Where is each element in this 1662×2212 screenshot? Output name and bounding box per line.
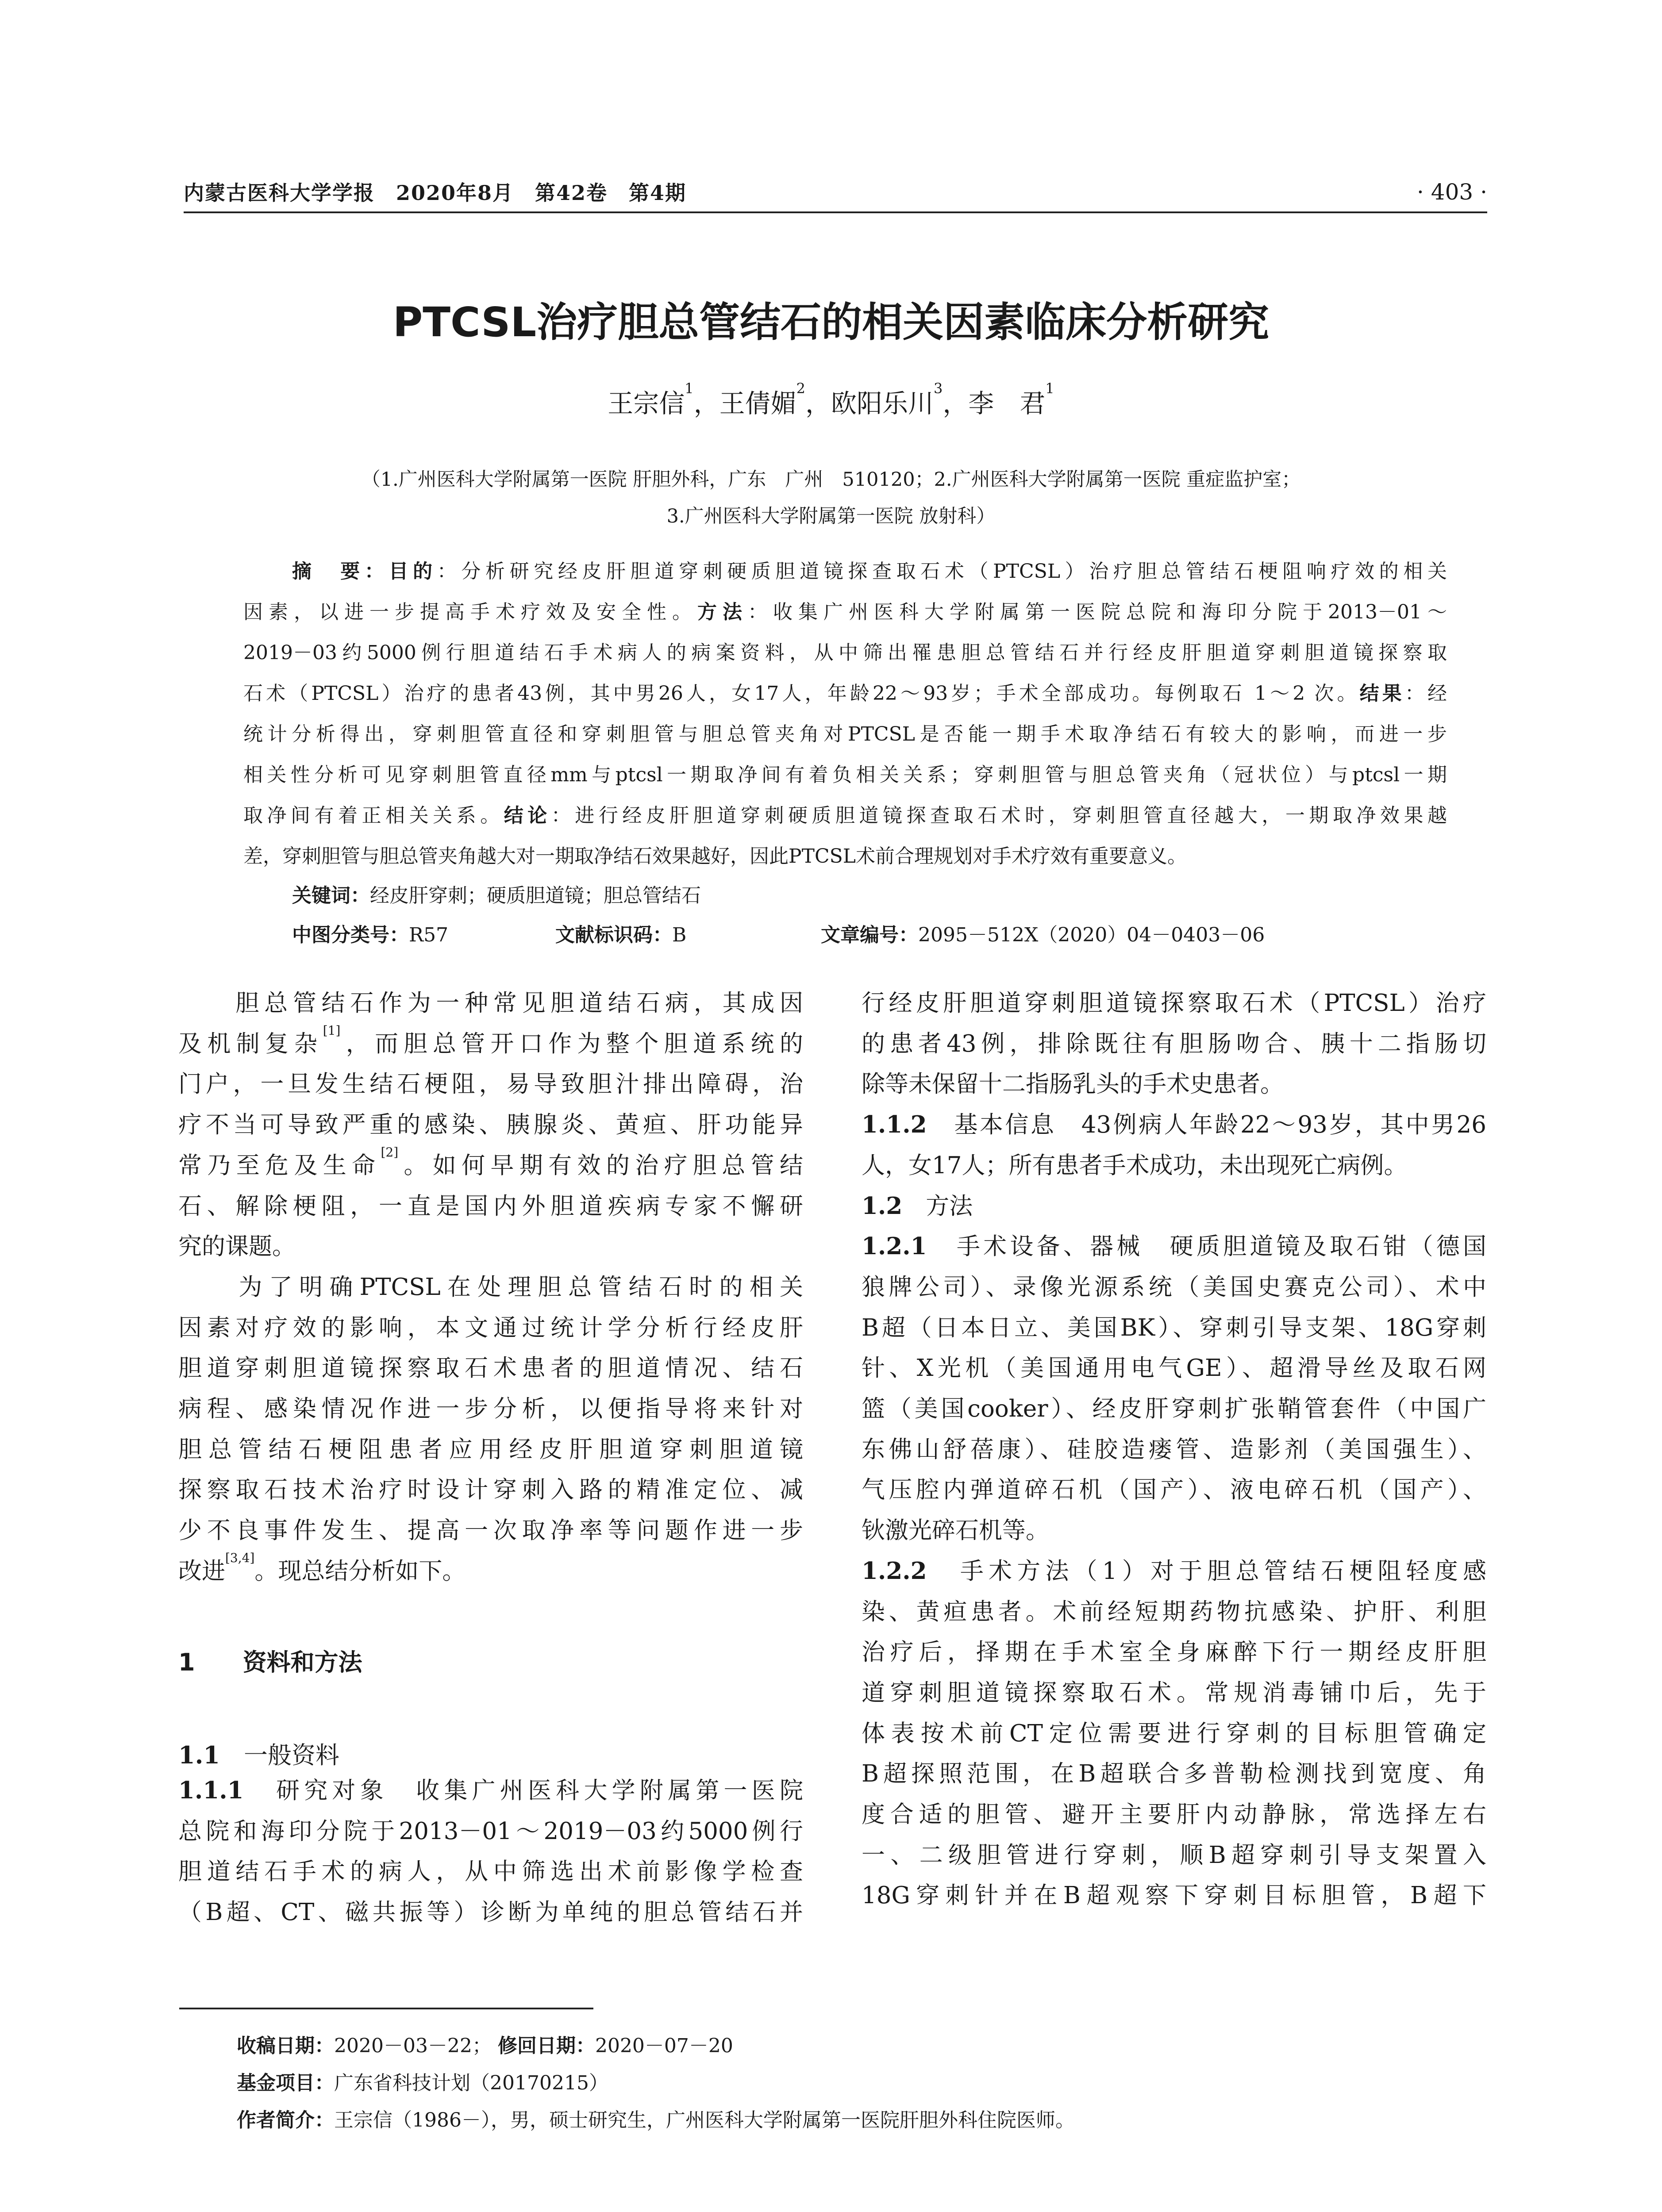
text-line: 一、二级胆管进行穿刺，顺B超穿刺引导支架置入 — [862, 1841, 1486, 1869]
header-rule — [184, 211, 1487, 213]
text-line: 改进[3,4]。现总结分析如下。 — [178, 1550, 466, 1585]
author-name: 欧阳乐川 — [831, 388, 934, 419]
text-line: 少不良事件发生、提高一次取净率等问题作进一步 — [178, 1517, 803, 1544]
citation-ref: [1] — [323, 1023, 341, 1038]
author-affiliation-mark: 1 — [685, 380, 694, 397]
author-list: 王宗信$^1$，王倩媚$^2$，欧阳乐川$^3$，李 君$^1$ — [608, 380, 1054, 419]
abstract-line: 摘 要：目的：分析研究经皮肝胆道穿刺硬质胆道镜探查取石术（PTCSL）治疗胆总管结石梗阻响疗效的相关 — [292, 560, 1447, 583]
text-line: 针、X光机（美国通用电气GE）、超滑导丝及取石网 — [862, 1355, 1486, 1382]
text-line: 胆道穿刺胆道镜探察取石术患者的胆道情况、结石 — [178, 1355, 803, 1382]
abstract-line: 差，穿刺胆管与胆总管夹角越大对一期取净结石效果越好，因此PTCSL术前合理规划对手术疗效有重要意义。 — [243, 845, 1187, 868]
author-name: 王倩媚 — [719, 388, 796, 419]
text-line: 胆总管结石梗阻患者应用经皮肝胆道穿刺胆道镜 — [178, 1436, 803, 1463]
text-line: 病程、感染情况作进一步分析，以便指导将来针对 — [178, 1395, 803, 1422]
author-affiliation-mark: 1 — [1045, 380, 1054, 397]
footnote-rule — [179, 2008, 593, 2009]
text-line: 钬激光碎石机等。 — [862, 1517, 1049, 1544]
journal-running-header: 内蒙古医科大学学报 2020年8月 第42卷 第4期 — [184, 181, 687, 205]
text-line: 道穿刺胆道镜探察取石术。常规消毒铺巾后，先于 — [862, 1679, 1486, 1706]
text-line: 胆道结石手术的病人，从中筛选出术前影像学检查 — [178, 1858, 803, 1886]
author-name: 王宗信 — [608, 388, 685, 419]
abstract-line: 取净间有着正相关关系。结论：进行经皮肝胆道穿刺硬质胆道镜探查取石术时，穿刺胆管直径越大，一期取净效果越 — [243, 804, 1447, 827]
article-no-label: 文章编号： — [821, 924, 918, 946]
text-line: 度合适的胆管、避开主要肝内动静脉，常选择左右 — [862, 1801, 1486, 1828]
article-no-line — [821, 919, 1265, 947]
text-line: 人，女17人；所有患者手术成功，未出现死亡病例。 — [862, 1152, 1408, 1179]
clc-label: 中图分类号： — [292, 924, 409, 946]
keywords: 经皮肝穿刺；硬质胆道镜；胆总管结石 — [370, 884, 701, 907]
text-line: 东佛山舒蓓康）、硅胶造瘘管、造影剂（美国强生）、 — [862, 1436, 1486, 1463]
article-no-value: 2095－512X（2020）04－0403－06 — [918, 924, 1265, 946]
received-dates: 收稿日期：2020－03－22； 修回日期：2020－07－20 — [237, 2035, 733, 2057]
text-line: 染、黄疸患者。术前经短期药物抗感染、护肝、利胆 — [862, 1598, 1486, 1625]
doc-code-label: 文献标识码： — [555, 924, 672, 946]
text-line: （B超、CT、磁共振等）诊断为单纯的胆总管结石并 — [178, 1899, 803, 1926]
fund-info: 基金项目：广东省科技计划（20170215） — [237, 2072, 608, 2094]
citation-ref: [2] — [381, 1144, 399, 1160]
text-line: 1.1.1 研究对象 收集广州医科大学附属第一医院 — [178, 1777, 803, 1804]
text-line: 除等未保留十二指肠乳头的手术史患者。 — [862, 1071, 1284, 1098]
text-line: 1.1.2 基本信息 43例病人年龄22～93岁，其中男26 — [862, 1111, 1486, 1139]
text-line: 气压腔内弹道碎石机（国产）、液电碎石机（国产）、 — [862, 1476, 1486, 1504]
doc-code-value: B — [672, 924, 687, 946]
text-line: 18G穿刺针并在B超观察下穿刺目标胆管，B超下 — [862, 1882, 1486, 1909]
affiliation-line: 3.广州医科大学附属第一医院 放射科） — [666, 505, 996, 527]
text-line: B超探照范围，在B超联合多普勒检测找到宽度、角 — [862, 1760, 1486, 1788]
author-affiliation-mark: 2 — [796, 380, 805, 397]
text-line: 1.2 方法 — [862, 1192, 973, 1220]
page-number: · 403 · — [1416, 179, 1487, 205]
clc-value: R57 — [409, 924, 449, 946]
text-line: 行经皮肝胆道穿刺胆道镜探察取石术（PTCSL）治疗 — [862, 990, 1486, 1017]
citation-ref: [3,4] — [225, 1550, 255, 1565]
text-line: 疗不当可导致严重的感染、胰腺炎、黄疸、肝功能异 — [178, 1111, 803, 1139]
text-line: 究的课题。 — [178, 1233, 296, 1260]
abstract-line: 统计分析得出，穿刺胆管直径和穿刺胆管与胆总管夹角对PTCSL是否能一期手术取净结石有较大的影响，而进一步 — [243, 723, 1447, 745]
classification-line — [292, 919, 448, 947]
text-line: 1.2.2 手术方法（1）对于胆总管结石梗阻轻度感 — [862, 1557, 1486, 1585]
text-line: 及机制复杂[1]，而胆总管开口作为整个胆道系统的 — [178, 1023, 804, 1057]
text-line: 治疗后，择期在手术室全身麻醉下行一期经皮肝胆 — [862, 1639, 1486, 1666]
text-line: 为了明确PTCSL在处理胆总管结石时的相关 — [178, 1273, 803, 1301]
text-line: 石、解除梗阻，一直是国内外胆道疾病专家不懈研 — [178, 1192, 803, 1220]
abstract-line: 相关性分析可见穿刺胆管直径mm与ptcsl一期取净间有着负相关关系；穿刺胆管与胆总管夹角（冠状位）与ptcsl一期 — [243, 764, 1447, 786]
text-line: 胆总管结石作为一种常见胆道结石病，其成因 — [178, 990, 803, 1017]
keywords-line — [292, 879, 701, 908]
abstract-line: 因素，以进一步提高手术疗效及安全性。方法：收集广州医科大学附属第一医院总院和海印分院于2013－01～ — [243, 601, 1447, 623]
text-line: B超（日本日立、美国BK）、穿刺引导支架、18G穿刺 — [862, 1314, 1486, 1341]
author-bio: 作者简介：王宗信（1986－），男，硕士研究生，广州医科大学附属第一医院肝胆外科住院医师。 — [237, 2109, 1075, 2131]
keywords-label: 关键词： — [292, 884, 370, 907]
text-line: 篮（美国cooker）、经皮肝穿刺扩张鞘管套件（中国广 — [862, 1395, 1486, 1422]
affiliation-line: （1.广州医科大学附属第一医院 肝胆外科，广东 广州 510120；2.广州医科大学附属第一医院 重症监护室； — [361, 469, 1301, 491]
article-title: PTCSL治疗胆总管结石的相关因素临床分析研究 — [392, 299, 1270, 346]
abstract-line: 2019－03约5000例行胆道结石手术病人的病案资料，从中筛出罹患胆总管结石并行经皮肝胆道穿刺胆道镜探察取 — [243, 641, 1447, 664]
author-affiliation-mark: 3 — [934, 380, 943, 397]
subsection-heading: 1.1 一般资料 — [178, 1741, 339, 1769]
author-name: 李 君 — [968, 388, 1046, 419]
text-line: 狼牌公司）、录像光源系统（美国史赛克公司）、术中 — [862, 1273, 1486, 1301]
text-line: 体表按术前CT定位需要进行穿刺的目标胆管确定 — [862, 1720, 1486, 1747]
text-line: 门户，一旦发生结石梗阻，易导致胆汁排出障碍，治 — [178, 1071, 803, 1098]
doc-code-line — [555, 919, 686, 947]
text-line: 1.2.1 手术设备、器械 硬质胆道镜及取石钳（德国 — [862, 1233, 1486, 1260]
text-line: 因素对疗效的影响，本文通过统计学分析行经皮肝 — [178, 1314, 803, 1341]
section-heading: 1 资料和方法 — [178, 1648, 362, 1676]
text-line: 的患者43例，排除既往有胆肠吻合、胰十二指肠切 — [862, 1030, 1486, 1057]
abstract-line: 石术（PTCSL）治疗的患者43例，其中男26人，女17人，年龄22～93岁；手术全部成功。每例取石 1～2 次。结果：经 — [243, 682, 1447, 705]
text-line: 探察取石技术治疗时设计穿刺入路的精准定位、减 — [178, 1476, 803, 1504]
text-line: 总院和海印分院于2013－01～2019－03约5000例行 — [178, 1817, 803, 1845]
text-line: 常乃至危及生命[2]。如何早期有效的治疗胆总管结 — [178, 1144, 804, 1179]
